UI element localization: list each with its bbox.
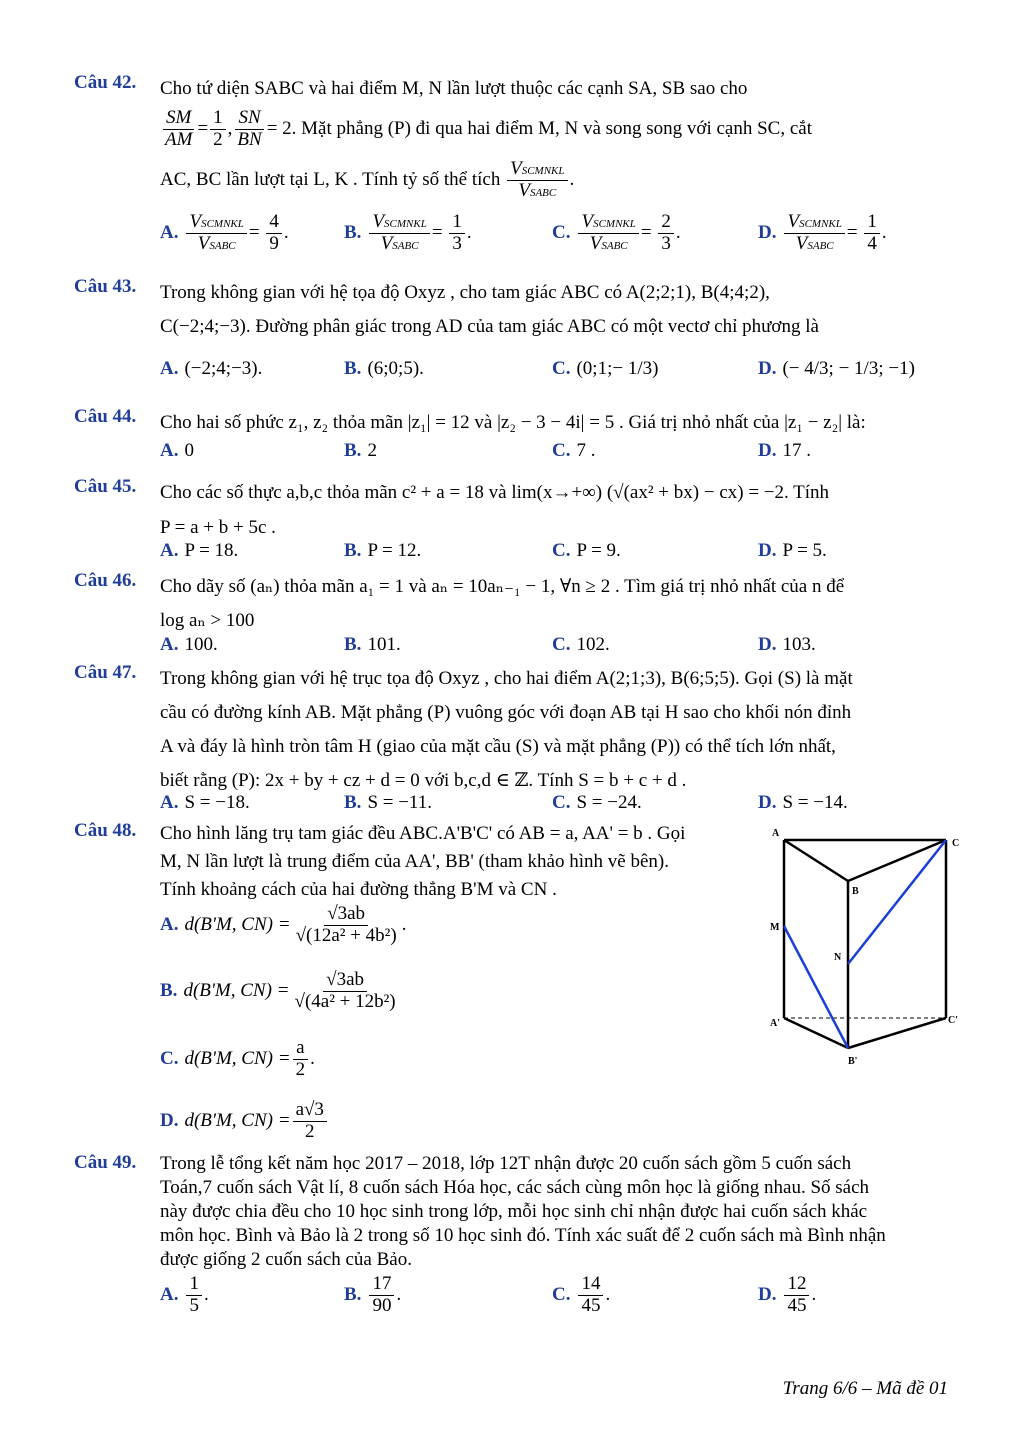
option-c[interactable]: C. S = −24. bbox=[552, 792, 642, 813]
option-b[interactable]: B. $\frac{\text{VSCMNKL}}{\text{VSABC}}$ = $\frac{1}{3}$ . bbox=[344, 211, 472, 254]
question-number: Câu 44. bbox=[74, 406, 137, 427]
option-a[interactable]: A. $\frac{\text{VSCMNKL}}{\text{VSABC}}$ = $\frac{4}{9}$ . bbox=[160, 211, 289, 254]
question-42 bbox=[74, 72, 954, 254]
option-d[interactable]: D. $\frac{12}{45}$ . bbox=[758, 1273, 817, 1316]
question-46: Câu 46. Cho dãy số (aₙ) thỏa mãn a₁ = 1 và aₙ = 10aₙ₋₁ − 1, ∀n ≥ 2 . Tìm giá trị nhỏ nhất của n để log aₙ > 100 A. 100. B. 101. C. 102. D. 103. bbox=[74, 570, 845, 655]
option-a[interactable]: A. P = 18. bbox=[160, 540, 239, 561]
option-c[interactable]: C. $\frac{14}{45}$ . bbox=[552, 1273, 611, 1316]
option-b[interactable]: B. (6;0;5). bbox=[344, 358, 424, 379]
page-footer: Trang 6/6 – Mã đề 01 bbox=[782, 1378, 948, 1399]
option-b[interactable]: B. P = 12. bbox=[344, 540, 422, 561]
question-number: Câu 43. bbox=[74, 276, 137, 297]
option-c[interactable]: C. 7 . bbox=[552, 440, 596, 461]
label-C: C bbox=[952, 838, 960, 849]
question-number: Câu 49. bbox=[74, 1152, 137, 1173]
question-number: Câu 48. bbox=[74, 820, 137, 841]
question-text: Cho tứ diện SABC và hai điểm M, N lần lượt thuộc các cạnh SA, SB sao cho $\frac{SM}{AM}$ = $\frac{1}{2}$ , $\frac{SN}{BN}$ = 2 . Mặt phẳng (P) đi qua hai điểm M, N và song song với cạnh SC, cắt AC, BC lần lượt tại L, K . Tính tỷ số thể tích $\frac{\text{VSCMNKL}}{\text{VSABC}}$ . bbox=[160, 78, 812, 201]
option-a[interactable]: A. 100. bbox=[160, 634, 218, 655]
label-A: A bbox=[772, 828, 780, 839]
question-number: Câu 47. bbox=[74, 662, 137, 683]
label-N: N bbox=[834, 952, 842, 963]
question-47: Câu 47. Trong không gian với hệ trục tọa độ Oxyz , cho hai điểm A(2;1;3), B(6;5;5). Gọi (S) là mặt cầu có đường kính AB. Mặt phẳng (P) vuông góc với đoạn AB tại H sao cho khối nón đỉnh A và đáy là hình tròn tâm H (giao của mặt cầu (S) và mặt phẳng (P)) có thể tích lớn nhất, biết rằng (P): 2x + by + cz + d = 0 với b,c,d ∈ ℤ. Tính S = b + c + d . A. S = −18. B. S = −11. C. S = −24. D. S = −14. bbox=[74, 662, 853, 813]
option-d[interactable]: D. P = 5. bbox=[758, 540, 827, 561]
option-d[interactable]: D. 103. bbox=[758, 634, 816, 655]
question-45: Câu 45. Cho các số thực a,b,c thỏa mãn c² + a = 18 và lim(x→+∞) (√(ax² + bx) − cx) = −2. Tính P = a + b + 5c . A. P = 18. B. P = 12. C. P = 9. D. P = 5. bbox=[74, 476, 830, 561]
option-c[interactable]: C. (0;1;− 1/3) bbox=[552, 358, 659, 379]
option-c[interactable]: C. P = 9. bbox=[552, 540, 621, 561]
option-a[interactable]: A. S = −18. bbox=[160, 792, 250, 813]
question-number: Câu 42. bbox=[74, 72, 137, 93]
label-B-prime: B' bbox=[848, 1056, 858, 1067]
option-b[interactable]: B. d(B'M, CN) = $\frac{√3ab}{\text{√(4a² + 12b²)}}$ bbox=[160, 969, 396, 1012]
option-b[interactable]: B. 2 bbox=[344, 440, 377, 461]
question-48: Câu 48. Cho hình lăng trụ tam giác đều ABC.A'B'C' có AB = a, AA' = b . Gọi M, N lần lượt là trung điểm của AA', BB' (tham khảo hình vẽ bên). Tính khoảng cách của hai đường thẳng B'M và CN . A. d(B'M, CN) = $\frac{√3ab}{\text{√(12a² + 4b²)}}$ . B. d(B'M, CN) = $\frac{√3ab}{\text{√(4a² + 12b²)}}$ C. d(B'M, CN) = $\frac{a}{2}$ . D. d(B'M, CN) = $\frac{a√3}{2}$ bbox=[74, 820, 954, 904]
option-d[interactable]: D. 17 . bbox=[758, 440, 811, 461]
label-M: M bbox=[770, 922, 780, 933]
option-a[interactable]: A. $\frac{1}{5}$ . bbox=[160, 1273, 209, 1316]
option-d[interactable]: D. $\frac{\text{VSCMNKL}}{\text{VSABC}}$ = $\frac{1}{4}$ . bbox=[758, 211, 887, 254]
option-c[interactable]: C. d(B'M, CN) = $\frac{a}{2}$ . bbox=[160, 1037, 315, 1080]
option-d[interactable]: D. d(B'M, CN) = $\frac{a√3}{2}$ bbox=[160, 1100, 329, 1143]
option-c[interactable]: C. 102. bbox=[552, 634, 610, 655]
options bbox=[160, 212, 960, 272]
label-B: B bbox=[852, 886, 859, 897]
label-C-prime: C' bbox=[948, 1015, 958, 1026]
option-c[interactable]: C. $\frac{\text{VSCMNKL}}{\text{VSABC}}$ = $\frac{2}{3}$ . bbox=[552, 211, 681, 254]
option-b[interactable]: B. 101. bbox=[344, 634, 401, 655]
question-49: Câu 49. Trong lễ tổng kết năm học 2017 – 2018, lớp 12T nhận được 20 cuốn sách gồm 5 cuốn sách Toán,7 cuốn sách Vật lí, 8 cuốn sách Hóa học, các sách cùng môn học là giống nhau. Số sách này được chia đều cho 10 học sinh trong lớp, mỗi học sinh chỉ nhận được hai cuốn sách khác môn học. Bình và Bảo là 2 trong số 10 học sinh đó. Tính xác suất để 2 cuốn sách mà Bình nhận được giống 2 cuốn sách của Bảo. A. $\frac{1}{5}$ . B. $\frac{17}{90}$ . C. $\frac{14}{45}$ . D. $\frac{12}{45}$ . bbox=[74, 1152, 886, 1316]
option-b[interactable]: B. S = −11. bbox=[344, 792, 432, 813]
option-d[interactable]: D. S = −14. bbox=[758, 792, 848, 813]
question-number: Câu 45. bbox=[74, 476, 137, 497]
prism-figure bbox=[766, 826, 966, 1076]
option-b[interactable]: B. $\frac{17}{90}$ . bbox=[344, 1273, 402, 1316]
prism-diagram bbox=[766, 826, 966, 1076]
option-a[interactable]: A. (−2;4;−3). bbox=[160, 358, 263, 379]
option-d[interactable]: D. (− 4/3; − 1/3; −1) bbox=[758, 358, 915, 379]
question-number: Câu 46. bbox=[74, 570, 137, 591]
label-A-prime: A' bbox=[770, 1018, 780, 1029]
option-a[interactable]: A. 0 bbox=[160, 440, 194, 461]
question-44: Câu 44. Cho hai số phức z₁, z₂ thỏa mãn |z₁| = 12 và |z₂ − 3 − 4i| = 5 . Giá trị nhỏ nhất của |z₁ − z₂| là: A. 0 B. 2 C. 7 . D. 17 . bbox=[74, 406, 866, 461]
question-43: Câu 43. Trong không gian với hệ tọa độ Oxyz , cho tam giác ABC có A(2;2;1), B(4;4;2), C(−2;4;−3). Đường phân giác trong AD của tam giác ABC có một vectơ chỉ phương là A. (−2;4;−3). B. (6;0;5). C. (0;1;− 1/3) D. (− 4/3; − 1/3; −1) bbox=[74, 276, 915, 379]
option-a[interactable]: A. d(B'M, CN) = $\frac{√3ab}{\text{√(12a² + 4b²)}}$ . bbox=[160, 903, 407, 946]
